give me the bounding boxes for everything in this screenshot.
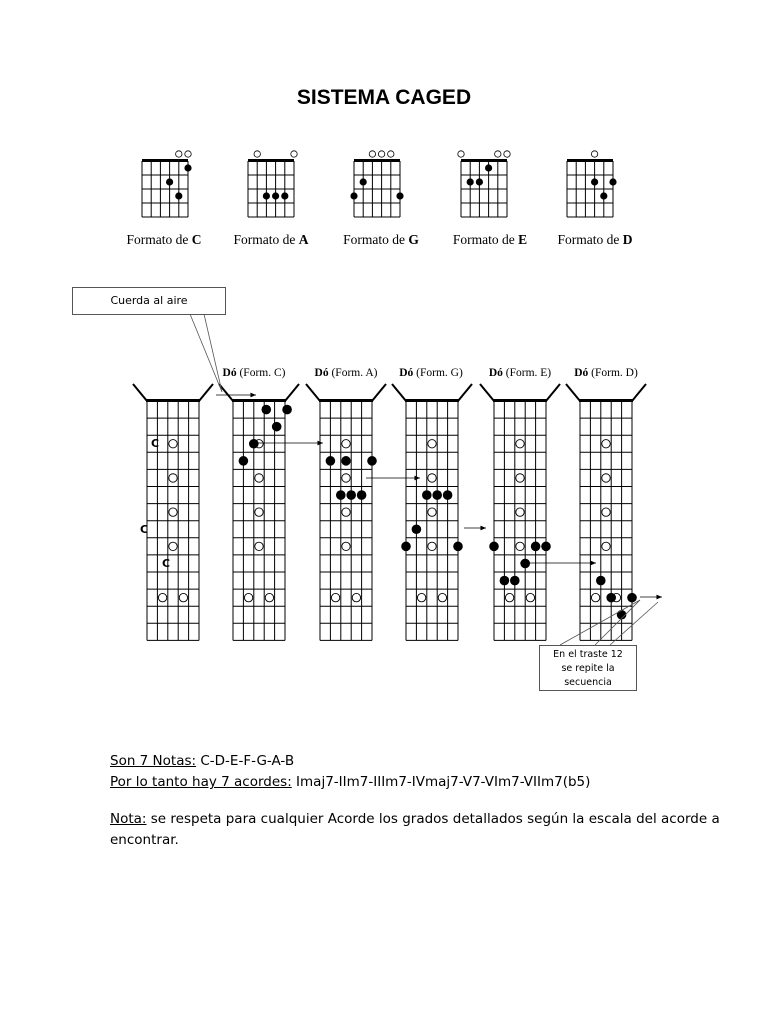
chord-note-dot bbox=[510, 576, 520, 586]
chord-box-open-string bbox=[369, 151, 375, 157]
chord-note-dot bbox=[489, 542, 499, 552]
fret-position-marker bbox=[179, 593, 187, 601]
neck-label-form-d: Dó (Form. D) bbox=[574, 367, 638, 379]
callout-fret-12-line1: En el traste 12 bbox=[553, 649, 623, 660]
chord-note-dot bbox=[596, 576, 606, 586]
chord-note-dot bbox=[401, 542, 411, 552]
chord-box-finger-dot bbox=[350, 192, 357, 199]
neck-headstock-left bbox=[306, 384, 320, 401]
chord-box-open-string bbox=[591, 151, 597, 157]
root-marker: C bbox=[140, 523, 149, 536]
chord-box-finger-dot bbox=[485, 164, 492, 171]
neck-nut bbox=[579, 399, 633, 402]
chord-box-open-string bbox=[254, 151, 260, 157]
callout-open-string: Cuerda al aire bbox=[72, 287, 226, 315]
fret-position-marker bbox=[428, 508, 436, 516]
chord-box-finger-dot bbox=[184, 164, 191, 171]
neck-nut bbox=[146, 399, 200, 402]
neck-nut bbox=[319, 399, 373, 402]
fret-position-marker bbox=[342, 508, 350, 516]
neck-headstock-left bbox=[566, 384, 580, 401]
callout-fret-12 bbox=[539, 645, 637, 691]
neck-nut bbox=[405, 399, 459, 402]
chord-box-open-string bbox=[176, 151, 182, 157]
fret-position-marker bbox=[169, 542, 177, 550]
connector-arrow-head bbox=[590, 561, 596, 566]
chord-note-dot bbox=[531, 542, 541, 552]
fret-position-marker bbox=[352, 593, 360, 601]
root-marker: C bbox=[151, 437, 160, 450]
fret-position-marker bbox=[428, 542, 436, 550]
chord-box-finger-dot bbox=[175, 192, 182, 199]
fret-position-marker bbox=[516, 508, 524, 516]
connector-arrow-head bbox=[414, 476, 420, 481]
chord-box-nut bbox=[142, 159, 188, 162]
fret-position-marker bbox=[169, 508, 177, 516]
chord-note-dot bbox=[432, 490, 442, 500]
chord-box-open-string bbox=[185, 151, 191, 157]
neck-headstock-right bbox=[458, 384, 472, 401]
chord-box-finger-dot bbox=[591, 178, 598, 185]
chord-box-finger-dot bbox=[263, 192, 270, 199]
fret-position-marker bbox=[602, 474, 610, 482]
chord-box-open-string bbox=[504, 151, 510, 157]
callout-pointer bbox=[190, 314, 222, 392]
fret-position-marker bbox=[331, 593, 339, 601]
fret-position-marker bbox=[342, 542, 350, 550]
fret-position-marker bbox=[417, 593, 425, 601]
chord-box-finger-dot bbox=[476, 178, 483, 185]
neck-headstock-left bbox=[392, 384, 406, 401]
chord-box-open-string bbox=[388, 151, 394, 157]
chord-note-dot bbox=[422, 490, 432, 500]
fret-position-marker bbox=[602, 508, 610, 516]
chord-box-finger-dot bbox=[467, 178, 474, 185]
neck-nut bbox=[232, 399, 286, 402]
neck-headstock-left bbox=[480, 384, 494, 401]
caption-shape-d: Formato de D bbox=[557, 232, 633, 247]
fret-position-marker bbox=[428, 440, 436, 448]
chord-note-dot bbox=[249, 439, 259, 449]
chord-box-nut bbox=[567, 159, 613, 162]
callout-fret-12-line2: se repite la bbox=[561, 663, 615, 674]
neck-headstock-right bbox=[199, 384, 213, 401]
caption-shape-c: Formato de C bbox=[126, 232, 202, 247]
neck-headstock-right bbox=[632, 384, 646, 401]
chord-box-open-string bbox=[495, 151, 501, 157]
chord-note-dot bbox=[261, 405, 271, 415]
neck-nut bbox=[493, 399, 547, 402]
chord-box-finger-dot bbox=[600, 192, 607, 199]
neck-headstock-right bbox=[546, 384, 560, 401]
fret-position-marker bbox=[265, 593, 273, 601]
chord-box-nut bbox=[461, 159, 507, 162]
caption-shape-g: Formato de G bbox=[343, 232, 419, 247]
fret-position-marker bbox=[602, 542, 610, 550]
chord-note-dot bbox=[357, 490, 367, 500]
chord-box-finger-dot bbox=[609, 178, 616, 185]
chord-box-nut bbox=[248, 159, 294, 162]
fret-position-marker bbox=[342, 474, 350, 482]
fret-position-marker bbox=[516, 440, 524, 448]
chord-box-open-string bbox=[291, 151, 297, 157]
chord-note-dot bbox=[443, 490, 453, 500]
chord-note-dot bbox=[453, 542, 463, 552]
caption-shape-e: Formato de E bbox=[452, 232, 528, 247]
chord-note-dot bbox=[520, 559, 530, 569]
fret-position-marker bbox=[255, 508, 263, 516]
connector-arrow-head bbox=[250, 393, 256, 398]
neck-headstock-left bbox=[133, 384, 147, 401]
chord-note-dot bbox=[336, 490, 346, 500]
chord-note-dot bbox=[541, 542, 551, 552]
connector-arrow-head bbox=[656, 595, 662, 600]
callout-pointer bbox=[560, 600, 640, 645]
chord-box-finger-dot bbox=[272, 192, 279, 199]
connector-arrow-head bbox=[480, 526, 486, 531]
chord-box-finger-dot bbox=[360, 178, 367, 185]
neck-label-form-e: Dó (Form. E) bbox=[488, 367, 552, 379]
neck-label-form-c: Dó (Form. C) bbox=[222, 367, 286, 379]
chord-note-dot bbox=[272, 422, 282, 432]
fret-position-marker bbox=[244, 593, 252, 601]
chord-note-dot bbox=[412, 524, 422, 534]
fret-position-marker bbox=[169, 474, 177, 482]
notes-line-1: Son 7 Notas: C-D-E-F-G-A-B bbox=[110, 753, 295, 769]
chord-box-open-string bbox=[378, 151, 384, 157]
fret-position-marker bbox=[428, 474, 436, 482]
neck-label-form-g: Dó (Form. G) bbox=[399, 367, 463, 379]
fret-position-marker bbox=[342, 440, 350, 448]
chord-box-finger-dot bbox=[396, 192, 403, 199]
fret-position-marker bbox=[169, 440, 177, 448]
chord-note-dot bbox=[341, 456, 351, 466]
fret-position-marker bbox=[516, 474, 524, 482]
fret-position-marker bbox=[602, 440, 610, 448]
chord-note-dot bbox=[326, 456, 336, 466]
callout-fret-12-line3: secuencia bbox=[564, 677, 612, 688]
fret-position-marker bbox=[255, 474, 263, 482]
page-title: SISTEMA CAGED bbox=[296, 86, 472, 109]
fret-position-marker bbox=[526, 593, 534, 601]
fret-position-marker bbox=[158, 593, 166, 601]
chord-note-dot bbox=[239, 456, 249, 466]
chord-note-dot bbox=[627, 593, 637, 603]
chord-note-dot bbox=[346, 490, 356, 500]
notes-line-3: Nota: se respeta para cualquier Acorde los grados detallados según la escala del acorde a encontrar. bbox=[110, 811, 720, 848]
fret-position-marker bbox=[591, 593, 599, 601]
chord-box-finger-dot bbox=[281, 192, 288, 199]
neck-headstock-right bbox=[285, 384, 299, 401]
root-marker: C bbox=[162, 557, 171, 570]
fret-position-marker bbox=[255, 542, 263, 550]
notes-line-2: Por lo tanto hay 7 acordes: Imaj7-IIm7-IIIm7-IVmaj7-V7-VIm7-VIIm7(b5) bbox=[110, 774, 591, 790]
fret-position-marker bbox=[516, 542, 524, 550]
chord-box-open-string bbox=[458, 151, 464, 157]
chord-note-dot bbox=[282, 405, 292, 415]
chord-box-nut bbox=[354, 159, 400, 162]
chord-note-dot bbox=[500, 576, 510, 586]
neck-label-form-a: Dó (Form. A) bbox=[314, 367, 378, 379]
chord-note-dot bbox=[367, 456, 377, 466]
neck-headstock-right bbox=[372, 384, 386, 401]
chord-note-dot bbox=[606, 593, 616, 603]
chord-box-finger-dot bbox=[166, 178, 173, 185]
fret-position-marker bbox=[505, 593, 513, 601]
caption-shape-a: Formato de A bbox=[233, 232, 309, 247]
fret-position-marker bbox=[438, 593, 446, 601]
notes-section bbox=[110, 751, 730, 851]
